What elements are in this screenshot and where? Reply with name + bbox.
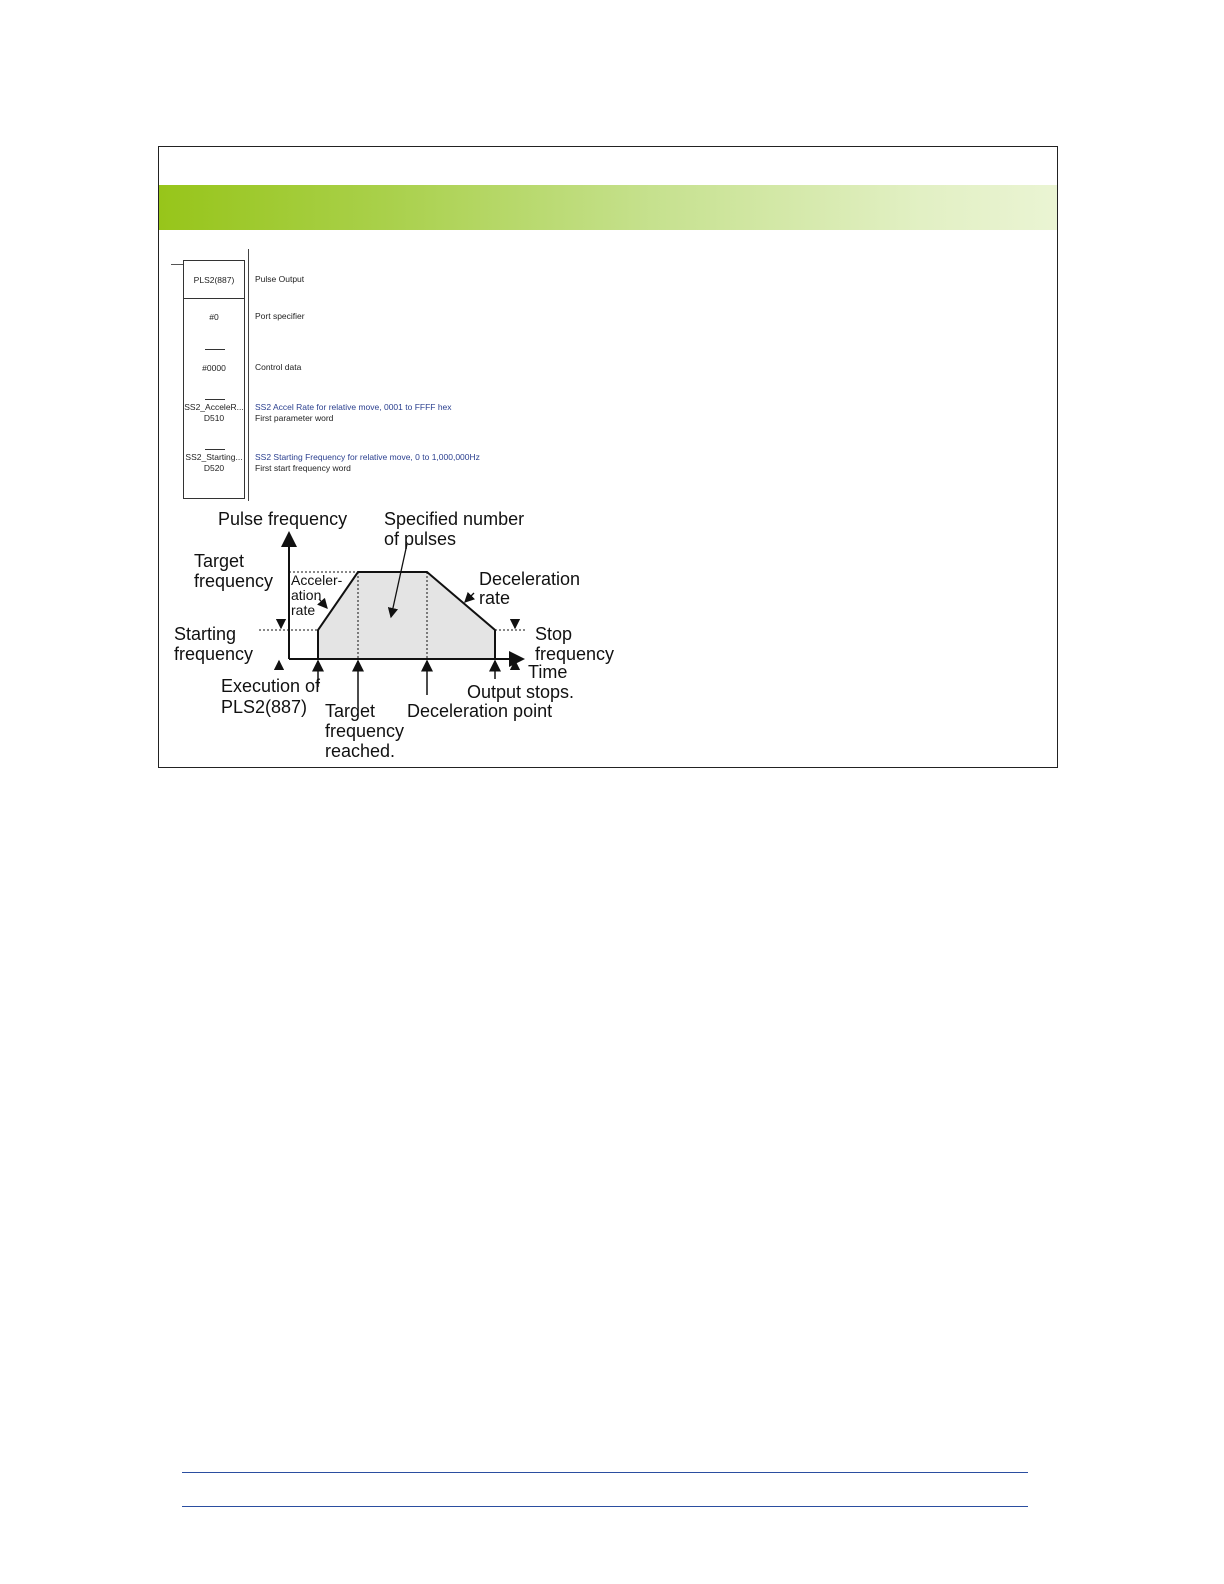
execution-label-1: Execution of (221, 676, 321, 696)
start-address: D520 (203, 463, 225, 473)
accel-description-2: First parameter word (255, 413, 334, 423)
slide-frame (158, 146, 1058, 768)
control-operand: #0000 (202, 363, 226, 373)
stop-label-1: Stop (535, 624, 573, 644)
target-label-2: frequency (194, 571, 274, 591)
footer-rule-bottom (182, 1506, 1028, 1507)
accel-address: D510 (203, 413, 225, 423)
reached-label-3: reached. (325, 741, 396, 761)
y-axis-label: Pulse frequency (218, 509, 348, 529)
reached-label-1: Target (325, 701, 376, 721)
port-description: Port specifier (255, 311, 305, 321)
decel-pointer (465, 593, 474, 602)
accel-label-1: Acceler- (291, 572, 343, 588)
pulse-profile-diagram (159, 147, 1057, 767)
output-stops-label: Output stops. (467, 682, 575, 702)
starting-label-1: Starting (174, 624, 237, 644)
accel-symbol: SS2_AcceleR... (184, 402, 244, 412)
pulses-label-2: of pulses (384, 529, 457, 549)
mnemonic-description: Pulse Output (255, 274, 305, 284)
control-description: Control data (255, 362, 302, 372)
accel-description: SS2 Accel Rate for relative move, 0001 to FFFF hex (255, 402, 452, 412)
start-symbol: SS2_Starting... (185, 452, 243, 462)
decel-label-2: rate (479, 588, 511, 608)
accel-label-2: ation (291, 587, 322, 603)
instruction-mnemonic: PLS2(887) (193, 275, 235, 285)
start-description-2: First start frequency word (255, 463, 351, 473)
execution-label-2: PLS2(887) (221, 697, 308, 717)
decel-label-1: Deceleration (479, 569, 581, 589)
port-operand: #0 (209, 312, 219, 322)
footer-rule-top (182, 1472, 1028, 1473)
target-label-1: Target (194, 551, 245, 571)
pulses-label-1: Specified number (384, 509, 525, 529)
decel-point-label: Deceleration point (407, 701, 553, 721)
x-axis-label: Time (528, 662, 568, 682)
accel-label-3: rate (291, 602, 316, 618)
reached-label-2: frequency (325, 721, 405, 741)
profile-shape (318, 572, 495, 659)
start-description: SS2 Starting Frequency for relative move, 0 to 1,000,000Hz (255, 452, 480, 462)
starting-label-2: frequency (174, 644, 254, 664)
stop-label-2: frequency (535, 644, 615, 664)
